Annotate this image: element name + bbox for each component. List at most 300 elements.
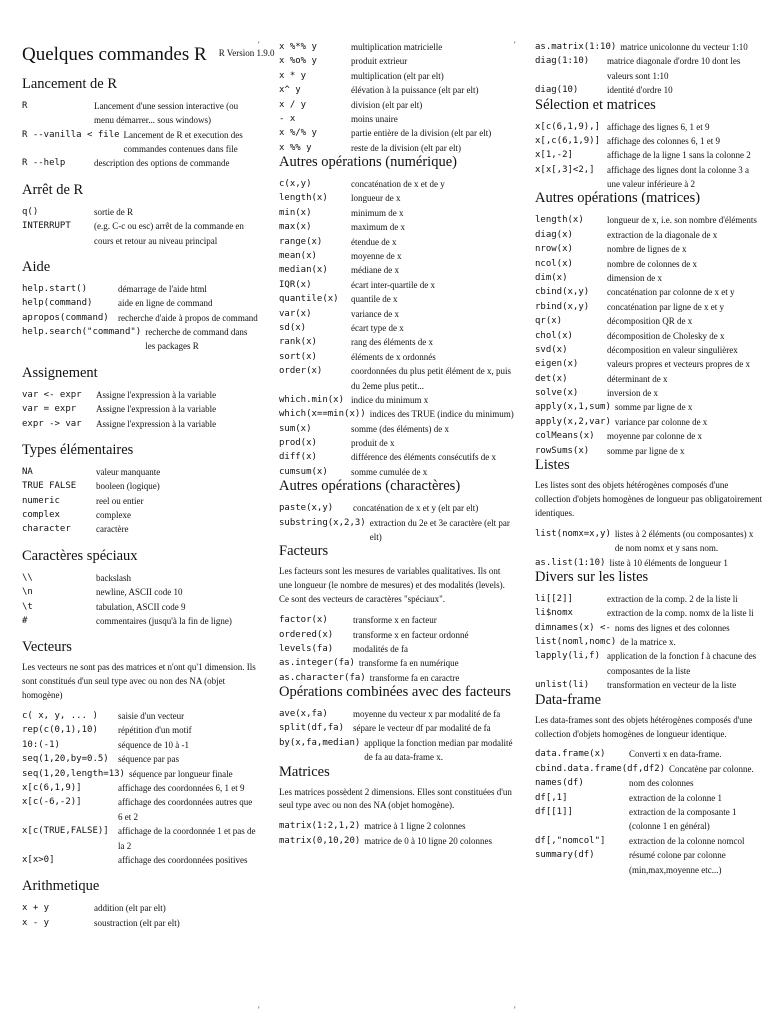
section-heading: Arithmetique [22, 878, 100, 895]
command-description: inversion de x [607, 388, 658, 399]
command-description: variance de x [351, 308, 399, 319]
column-tick-mark: ' [514, 40, 516, 50]
command-description: division (elt par elt) [351, 99, 423, 110]
command-row [22, 901, 258, 915]
command-description: extraction de la comp. nomx de la liste li [607, 608, 754, 619]
command-row [22, 600, 258, 614]
command-description: backslash [96, 572, 131, 583]
command-description: démarrage de l'aide html [118, 283, 207, 294]
command-description: modalités de fa [353, 643, 408, 654]
command-row [279, 721, 515, 735]
command-code: as.character(fa) [279, 672, 366, 683]
command-description: booleen (logique) [96, 481, 160, 492]
command-row [535, 300, 763, 314]
command-row [279, 364, 515, 393]
command-row [535, 228, 763, 242]
command-row [279, 278, 515, 292]
command-row [535, 40, 763, 54]
command-code: NA [22, 466, 33, 477]
command-description: extraction de la colonne 1 [629, 792, 722, 803]
command-row [535, 343, 763, 357]
command-code: TRUE FALSE [22, 481, 77, 492]
command-row [279, 307, 515, 321]
section [535, 191, 763, 458]
command-row [279, 141, 515, 155]
command-description: affichage des lignes dont la colonne 3 a une valeur inférieure à 2 [607, 164, 750, 190]
command-code: solve(x) [535, 388, 579, 399]
command-row [22, 402, 258, 416]
command-description: concaténation de x et y (elt par elt) [353, 503, 479, 514]
command-row [279, 206, 515, 220]
command-description: addition (elt par elt) [94, 903, 166, 914]
command-description: application de la fonction f à chacune des composantes de la liste [607, 651, 757, 676]
command-description: affichage de la coordonnée 1 et pas de la 2 [118, 826, 256, 851]
command-description: indices des TRUE (indice du minimum) [369, 409, 514, 420]
command-row [279, 263, 515, 277]
section-intro: Les data-frames sont des objets hétérogènes composés d'une collection d'objets homogènes de longueur identique. [535, 714, 753, 739]
command-code: quantile(x) [279, 294, 339, 305]
command-description: concaténation par colonne de x et y [607, 287, 735, 298]
command-description: affichage des coordonnées 6, 1 et 9 [118, 783, 245, 794]
page-title [22, 44, 275, 65]
command-row [535, 83, 763, 97]
command-row [535, 429, 763, 443]
command-row [535, 163, 763, 192]
command-description: caractère [96, 524, 129, 535]
command-code: sort(x) [279, 351, 317, 362]
command-code: apply(x,2,var) [535, 416, 611, 427]
command-code: x * y [279, 70, 307, 81]
command-code: diag(1:10) [535, 56, 590, 67]
command-row [535, 592, 763, 606]
command-description: séquence par pas [118, 754, 179, 765]
command-row [535, 834, 763, 848]
command-code: apply(x,1,sum) [535, 402, 611, 413]
command-row [22, 853, 258, 867]
section [22, 183, 258, 248]
column-2 [279, 36, 515, 848]
command-code: det(x) [535, 373, 568, 384]
command-row [535, 134, 763, 148]
command-row [22, 916, 258, 930]
command-code: var <- expr [22, 389, 82, 400]
command-code: diag(10) [535, 85, 579, 96]
command-row [22, 99, 258, 128]
command-row [22, 388, 258, 402]
command-description: complexe [96, 510, 131, 521]
command-code: rowSums(x) [535, 445, 590, 456]
command-row [279, 707, 515, 721]
command-code: \n [22, 587, 33, 598]
command-code: 10:(-1) [22, 739, 60, 750]
command-code: help.search("command") [22, 327, 142, 338]
command-row [279, 126, 515, 140]
command-description: de la matrice x. [620, 637, 676, 648]
column-tick-mark: ' [258, 1005, 260, 1015]
command-description: transforme x en facteur [353, 615, 437, 626]
command-description: aide en ligne de command [118, 298, 213, 309]
command-code: min(x) [279, 207, 312, 218]
section-heading: Sélection et matrices [535, 96, 656, 113]
command-code: expr -> var [22, 418, 82, 429]
command-code: seq(1,20,by=0.5) [22, 754, 109, 765]
command-row [22, 296, 258, 310]
command-description: écart type de x [351, 322, 404, 333]
section [22, 879, 258, 930]
column-1 [22, 36, 275, 930]
command-row [535, 54, 763, 83]
command-code: df[,1] [535, 792, 568, 803]
command-code: as.integer(fa) [279, 658, 355, 669]
command-description: écart inter-quartile de x [351, 279, 436, 290]
command-row [22, 752, 258, 766]
column-tick-mark: ' [514, 1005, 516, 1015]
section-intro: Les listes sont des objets hétérogènes composés d'une collection d'objets homogènes de longueur pas obligatoirement identiques. [535, 479, 763, 518]
command-row [22, 311, 258, 325]
command-code: length(x) [535, 215, 584, 226]
command-description: décomposition de Cholesky de x [607, 330, 725, 341]
command-code: range(x) [279, 236, 323, 247]
command-row [535, 242, 763, 256]
command-code: diag(x) [535, 229, 573, 240]
command-description: variance par colonne de x [614, 416, 708, 427]
command-description: extraction de la colonne nomcol [629, 835, 745, 846]
command-row [279, 69, 515, 83]
command-code: length(x) [279, 193, 328, 204]
command-row [22, 723, 258, 737]
command-row [279, 335, 515, 349]
section [22, 443, 258, 537]
command-code: R [22, 100, 28, 111]
command-code: cbind(x,y) [535, 287, 590, 298]
section-intro: Les facteurs sont les mesures de variables qualitatives. Ils ont une longueur (le nombre de mesures) et des modalités (levels). Ce sont des vecteurs de caractères "spéciaux". [279, 566, 505, 605]
command-row [279, 656, 515, 670]
command-description: extraction de la comp. 2 de la liste li [607, 593, 738, 604]
command-description: Assigne l'expression à la variable [96, 389, 217, 400]
section [279, 765, 515, 849]
command-row [535, 314, 763, 328]
command-row [22, 781, 258, 795]
command-row [535, 649, 763, 678]
command-description: matrice de 0 à 10 ligne 20 colonnes [364, 835, 492, 846]
section-heading: Aide [22, 258, 51, 275]
section-intro: Les vecteurs ne sont pas des matrices et n'ont qu'1 dimension. Ils sont constitués d'un seul type avec ou non des NA (objet homogène) [22, 662, 256, 701]
command-code: substring(x,2,3) [279, 517, 366, 528]
command-description: liste à 10 éléments de longueur 1 [609, 557, 728, 568]
command-row [279, 736, 515, 765]
command-code: list(nomx=x,y) [535, 528, 611, 539]
command-code: complex [22, 510, 60, 521]
command-description: séquence de 10 à -1 [118, 739, 189, 750]
command-code: rank(x) [279, 337, 317, 348]
command-row [535, 762, 763, 776]
command-row [535, 329, 763, 343]
command-description: somme cumulée de x [351, 466, 428, 477]
command-description: somme par ligne de x [607, 445, 685, 456]
command-description: indice du minimum x [351, 394, 429, 405]
command-row [535, 372, 763, 386]
command-description: éléments de x ordonnés [351, 351, 436, 362]
command-row [22, 417, 258, 431]
command-code: R --vanilla < file [22, 129, 120, 140]
command-row [535, 415, 763, 429]
command-row [22, 219, 258, 248]
command-code: sum(x) [279, 423, 312, 434]
command-code: var = expr [22, 404, 77, 415]
section [535, 458, 763, 570]
command-code: c( x, y, ... ) [22, 711, 98, 722]
section-heading: Vecteurs [22, 639, 72, 656]
command-row [535, 635, 763, 649]
command-code: rbind(x,y) [535, 301, 590, 312]
section [279, 155, 515, 479]
section-heading: Lancement de R [22, 75, 118, 92]
command-row [279, 671, 515, 685]
command-code: numeric [22, 495, 60, 506]
command-row [279, 516, 515, 545]
command-description: extraction du 2e et 3e caractère (elt par elt) [369, 517, 510, 542]
command-description: somme (des éléments) de x [351, 423, 449, 434]
section [279, 685, 515, 765]
command-code: x - y [22, 917, 50, 928]
command-description: concaténation par ligne de x et y [607, 301, 724, 312]
command-code: - x [279, 113, 296, 124]
command-description: séquence par longueur finale [128, 768, 233, 779]
command-row [535, 678, 763, 692]
command-row [535, 556, 763, 570]
command-description: somme par ligne de x [614, 402, 693, 413]
command-code: character [22, 524, 71, 535]
command-code: li[[2]] [535, 593, 573, 604]
command-description: minimum de x [351, 207, 404, 218]
command-description: valeur manquante [96, 466, 161, 477]
section-heading: Facteurs [279, 543, 329, 560]
command-code: nrow(x) [535, 244, 573, 255]
command-description: nombre de colonnes de x [607, 258, 697, 269]
command-description: sortie de R [94, 206, 133, 217]
command-code: df[,"nomcol"] [535, 835, 606, 846]
version-label: R Version 1.9.0 [218, 48, 275, 58]
section-heading: Listes [535, 457, 570, 474]
command-code: x[c(6,1,9)] [22, 783, 82, 794]
command-description: Lancement d'une session interactive (ou menu démarrer... sous windows) [94, 100, 239, 126]
command-row [279, 321, 515, 335]
command-row [279, 642, 515, 656]
command-row [22, 767, 258, 781]
command-code: \\ [22, 572, 33, 583]
command-row [535, 271, 763, 285]
section-heading: Autres opérations (matrices) [535, 190, 701, 207]
section [535, 98, 763, 192]
column-tick-mark: ' [258, 40, 260, 50]
command-code: seq(1,20,length=13) [22, 768, 125, 779]
command-description: quantile de x [351, 294, 398, 305]
command-row [279, 628, 515, 642]
command-row [535, 285, 763, 299]
command-description: moins unaire [351, 113, 398, 124]
section [22, 77, 258, 171]
command-description: extraction de la diagonale de x [607, 229, 718, 240]
command-row [22, 824, 258, 853]
command-code: apropos(command) [22, 312, 109, 323]
command-row [535, 621, 763, 635]
command-code: x[,c(6,1,9)] [535, 135, 601, 146]
command-code: # [22, 615, 28, 626]
command-row [22, 205, 258, 219]
command-code: q() [22, 206, 39, 217]
command-row [22, 738, 258, 752]
command-code: svd(x) [535, 344, 568, 355]
command-code: df[[1]] [535, 807, 573, 817]
command-description: partie entière de la division (elt par elt) [351, 128, 492, 139]
command-code: help.start() [22, 283, 88, 294]
command-description: produit extrieur [351, 56, 408, 67]
command-description: affichage de la ligne 1 sans la colonne 2 [607, 150, 751, 161]
command-row [535, 148, 763, 162]
command-description: moyenne de x [351, 251, 402, 262]
command-code: qr(x) [535, 316, 563, 327]
command-description: répétition d'un motif [118, 725, 192, 736]
command-code: diff(x) [279, 452, 317, 463]
command-code: x[x>0] [22, 854, 55, 865]
command-code: chol(x) [535, 330, 573, 341]
command-description: listes à 2 éléments (ou composantes) x de nom nomx et y sans nom. [614, 528, 754, 554]
command-description: maximum de x [351, 222, 405, 233]
command-description: (e.g. C-c ou esc) arrêt de la commande en cours et retour au niveau principal [94, 221, 244, 246]
command-description: saisie d'un vecteur [118, 711, 185, 722]
command-description: décomposition en valeur singulièrex [607, 344, 738, 355]
command-row [535, 776, 763, 790]
command-description: produit de x [351, 438, 395, 449]
command-code: matrix(0,10,20) [279, 835, 361, 846]
command-row [535, 213, 763, 227]
command-row [22, 465, 258, 479]
command-description: applique la fonction median par modalité de fa au data-frame x. [364, 737, 513, 763]
command-row [22, 156, 258, 170]
command-row [535, 848, 763, 877]
command-description: tabulation, ASCII code 9 [96, 601, 186, 612]
command-code: INTERRUPT [22, 221, 71, 232]
command-code: c(x,y) [279, 179, 312, 190]
command-code: IQR(x) [279, 279, 312, 290]
command-code: li$nomx [535, 608, 573, 619]
command-row [22, 795, 258, 824]
command-code: colMeans(x) [535, 431, 595, 442]
command-code: which.min(x) [279, 394, 345, 405]
command-description: Concatène par colonne. [669, 763, 754, 774]
command-code: dimnames(x) <- [535, 622, 611, 633]
title-text: Quelques commandes R [22, 44, 207, 65]
command-code: x %/% y [279, 128, 317, 139]
section-intro: Les matrices possèdent 2 dimensions. Elles sont constituées d'un seul type avec ou non des NA (objet homogène). [279, 786, 512, 811]
command-code: levels(fa) [279, 643, 334, 654]
command-code: R --help [22, 158, 66, 169]
command-code: mean(x) [279, 251, 317, 262]
command-description: newline, ASCII code 10 [96, 587, 183, 598]
command-code: cumsum(x) [279, 466, 328, 477]
command-row [22, 585, 258, 599]
command-row [535, 400, 763, 414]
command-row [535, 805, 763, 834]
command-description: extraction de la composante 1 (colonne 1 en général) [629, 807, 737, 832]
command-row [535, 791, 763, 805]
command-description: transforme x en facteur ordonné [353, 629, 469, 640]
command-description: soustraction (elt par elt) [94, 917, 180, 928]
command-description: reste de la division (elt par elt) [351, 142, 461, 153]
command-code: x[x[,3]<2,] [535, 164, 595, 175]
command-row [535, 386, 763, 400]
command-description: commentaires (jusqu'à la fin de ligne) [96, 615, 232, 626]
command-row [279, 177, 515, 191]
command-code: by(x,fa,median) [279, 737, 361, 748]
command-description: Converti x en data-frame. [629, 749, 722, 760]
command-description: étendue de x [351, 236, 397, 247]
command-row [279, 220, 515, 234]
command-code: as.matrix(1:10) [535, 42, 617, 52]
command-row [279, 422, 515, 436]
command-description: longueur de x [351, 193, 401, 204]
command-row [22, 508, 258, 522]
command-row [279, 83, 515, 97]
command-row [22, 479, 258, 493]
command-code: ordered(x) [279, 629, 334, 640]
command-code: rep(c(0,1),10) [22, 725, 98, 736]
command-description: résumé colone par colonne (min,max,moyenne etc...) [629, 850, 726, 875]
section-heading: Opérations combinées avec des facteurs [279, 684, 511, 701]
command-description: multiplication (elt par elt) [351, 70, 444, 81]
command-row [535, 120, 763, 134]
command-row [535, 444, 763, 458]
column-1-sections [22, 77, 258, 930]
command-description: Assigne l'expression à la variable [96, 404, 217, 415]
column-3-sections [535, 36, 763, 877]
command-description: affichage des colonnes 6, 1 et 9 [607, 135, 721, 146]
command-row [22, 614, 258, 628]
command-row [279, 465, 515, 479]
section [279, 36, 515, 155]
section-heading: Types élémentaires [22, 441, 134, 458]
command-code: ncol(x) [535, 258, 573, 269]
command-row [279, 819, 515, 833]
command-row [22, 522, 258, 536]
section [22, 366, 258, 431]
command-row [279, 249, 515, 263]
command-code: list(noml,nomc) [535, 637, 617, 648]
command-description: matrice unicolonne du vecteur 1:10 [620, 42, 748, 52]
command-description: nombre de lignes de x [607, 244, 687, 255]
command-description: déterminant de x [607, 373, 668, 384]
section [535, 693, 763, 877]
command-description: concaténation de x et de y [351, 179, 445, 190]
command-code: median(x) [279, 265, 328, 276]
command-code: var(x) [279, 308, 312, 319]
command-description: transforme fa en caractre [369, 672, 460, 683]
command-code: names(df) [535, 778, 584, 789]
command-description: coordonnées du plus petit élément de x, puis du 2eme plus petit... [351, 366, 511, 391]
column-2-sections [279, 36, 515, 848]
command-description: sépare le vecteur df par modalité de fa [353, 723, 491, 734]
command-code: x / y [279, 99, 307, 110]
command-code: x %o% y [279, 56, 317, 67]
command-row [22, 282, 258, 296]
command-description: recherche de command dans les packages R [145, 327, 248, 352]
command-description: dimension de x [607, 272, 662, 283]
command-code: cbind.data.frame(df,df2) [535, 763, 666, 774]
section-heading: Caractères spéciaux [22, 547, 138, 564]
command-description: élévation à la puissance (elt par elt) [351, 85, 479, 96]
command-row [279, 436, 515, 450]
command-description: décomposition QR de x [607, 316, 693, 327]
